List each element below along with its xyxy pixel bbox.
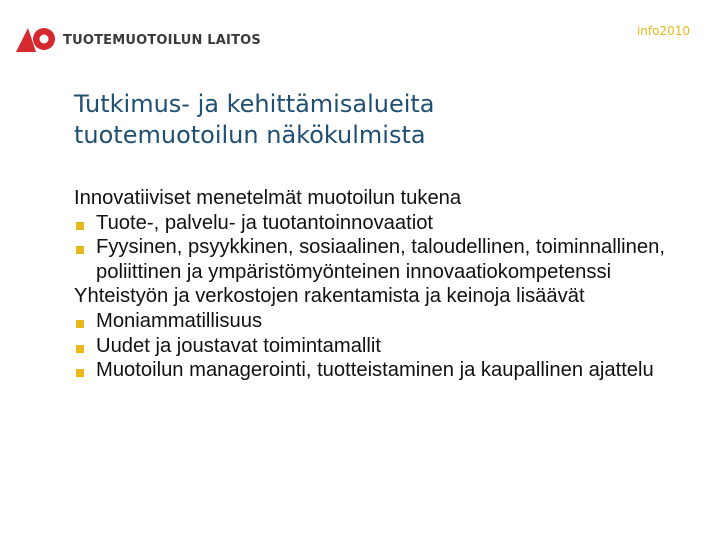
bullet-list (74, 309, 704, 383)
department-logo (14, 22, 261, 56)
slide-title-line-1: Tutkimus- ja kehittämisalueita (74, 90, 435, 118)
bullet-list (74, 211, 704, 285)
header-tag: info2010 (636, 24, 690, 38)
logo-text: TUOTEMUOTOILUN LAITOS (63, 32, 261, 48)
bullet-item: Uudet ja joustavat toimintamallit (74, 334, 704, 359)
section-heading: Innovatiiviset menetelmät muotoilun tukena (74, 187, 462, 209)
bullet-item: Tuote-, palvelu- ja tuotantoinnovaatiot (74, 211, 704, 236)
section-heading: Yhteistyön ja verkostojen rakentamista ja keinoja lisäävät (74, 285, 585, 308)
slide-title-line-2: tuotemuotoilun näkökulmista (74, 121, 426, 149)
bullet-item: Muotoilun managerointi, tuotteistaminen ja kaupallinen ajattelu (74, 358, 704, 383)
logo-mark-icon (14, 22, 56, 56)
bullet-item: Fyysinen, psyykkinen, sosiaalinen, taloudellinen, toiminnallinen, poliittinen ja ympäristömyönteinen innovaatiokompetenssi (74, 235, 704, 284)
bullet-item: Moniammatillisuus (74, 309, 704, 334)
slide-content (74, 186, 704, 383)
slide-title (74, 89, 634, 151)
